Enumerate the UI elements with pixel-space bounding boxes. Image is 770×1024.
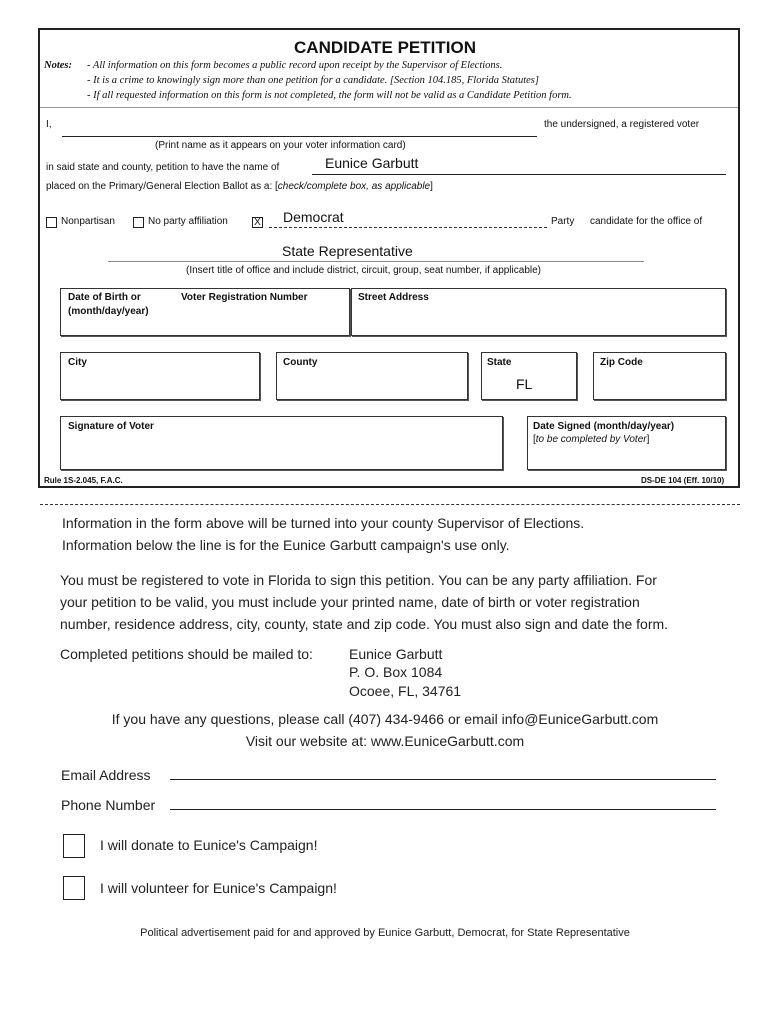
- form-code: DS-DE 104 (Eff. 10/10): [641, 476, 725, 485]
- requirements-line-2: your petition to be valid, you must include your printed name, date of birth or voter registration: [60, 594, 640, 610]
- info-line-2: Information below the line is for the Eunice Garbutt campaign's use only.: [62, 537, 510, 553]
- donate-checkbox[interactable]: [63, 834, 85, 858]
- street-label: Street Address: [358, 292, 429, 303]
- dob-label: Date of Birth or: [68, 292, 141, 303]
- office-name: State Representative: [282, 243, 413, 259]
- office-line: [108, 261, 644, 262]
- undersigned-text: the undersigned, a registered voter: [544, 119, 700, 130]
- mail-label: Completed petitions should be mailed to:: [60, 646, 313, 662]
- petition-text: in said state and county, petition to have the name of: [46, 162, 280, 173]
- note-line-3: - If all requested information on this form is not completed, the form will not be valid as a Candidate Petition form.: [87, 90, 572, 101]
- city-box[interactable]: [60, 352, 260, 400]
- requirements-line-3: number, residence address, city, county, state and zip code. You must also sign and date the form.: [60, 616, 669, 632]
- requirements-line-1: You must be registered to vote in Florida to sign this petition. You can be any party affiliation. For: [60, 572, 657, 588]
- signature-label: Signature of Voter: [68, 421, 154, 432]
- i-label: I,: [46, 119, 52, 130]
- state-value: FL: [516, 376, 533, 392]
- notes-label: Notes:: [44, 60, 72, 71]
- note-line-2: - It is a crime to knowingly sign more than one petition for a candidate. [Section 104.185, Florida Statutes]: [87, 75, 539, 86]
- email-label: Email Address: [61, 767, 151, 783]
- voter-reg-label: Voter Registration Number: [181, 292, 308, 303]
- date-signed-label: Date Signed (month/day/year): [533, 421, 675, 432]
- party-checkbox[interactable]: X: [252, 217, 263, 228]
- candidate-name: Eunice Garbutt: [325, 155, 419, 171]
- party-line: [269, 227, 547, 229]
- mail-box: P. O. Box 1084: [349, 664, 443, 680]
- voter-name-line[interactable]: [62, 136, 537, 137]
- info-line-1: Information in the form above will be turned into your county Supervisor of Elections.: [62, 515, 585, 531]
- website-line: Visit our website at: www.EuniceGarbutt.com: [245, 733, 525, 749]
- nonpartisan-checkbox[interactable]: [46, 217, 57, 228]
- note-line-1: - All information on this form becomes a public record upon receipt by the Supervisor of Elections.: [87, 60, 503, 71]
- party-label: Party: [551, 216, 575, 227]
- email-input-line[interactable]: [170, 779, 716, 780]
- phone-input-line[interactable]: [170, 809, 716, 810]
- placed-text: placed on the Primary/General Election Ballot as a: [check/complete box, as applicable]: [46, 181, 433, 192]
- form-title: CANDIDATE PETITION: [294, 38, 476, 57]
- office-label: candidate for the office of: [590, 216, 703, 227]
- mail-name: Eunice Garbutt: [349, 646, 443, 662]
- notes-divider: [40, 107, 738, 108]
- county-label: County: [283, 357, 318, 368]
- candidate-name-line: [312, 174, 726, 175]
- state-label: State: [487, 357, 512, 368]
- mail-city: Ocoee, FL, 34761: [349, 683, 462, 699]
- volunteer-label: I will volunteer for Eunice's Campaign!: [100, 880, 337, 896]
- zip-label: Zip Code: [600, 357, 643, 368]
- phone-label: Phone Number: [61, 797, 156, 813]
- print-name-hint: (Print name as it appears on your voter information card): [155, 140, 406, 151]
- donate-label: I will donate to Eunice's Campaign!: [100, 837, 318, 853]
- disclaimer: Political advertisement paid for and approved by Eunice Garbutt, Democrat, for State Representative: [140, 927, 630, 939]
- rule-reference: Rule 1S-2.045, F.A.C.: [44, 476, 123, 485]
- volunteer-checkbox[interactable]: [63, 876, 85, 900]
- cut-line: [40, 504, 740, 505]
- city-label: City: [68, 357, 87, 368]
- questions-line: If you have any questions, please call (407) 434-9466 or email info@EuniceGarbutt.com: [111, 711, 659, 727]
- office-hint: (Insert title of office and include district, circuit, group, seat number, if applicable): [186, 265, 541, 276]
- date-signed-hint: [to be completed by Voter]: [533, 434, 650, 445]
- nonpartisan-label: Nonpartisan: [61, 216, 115, 227]
- dob-format-label: (month/day/year): [68, 306, 149, 317]
- party-name: Democrat: [283, 209, 344, 225]
- no-party-checkbox[interactable]: [133, 217, 144, 228]
- no-party-label: No party affiliation: [148, 216, 228, 227]
